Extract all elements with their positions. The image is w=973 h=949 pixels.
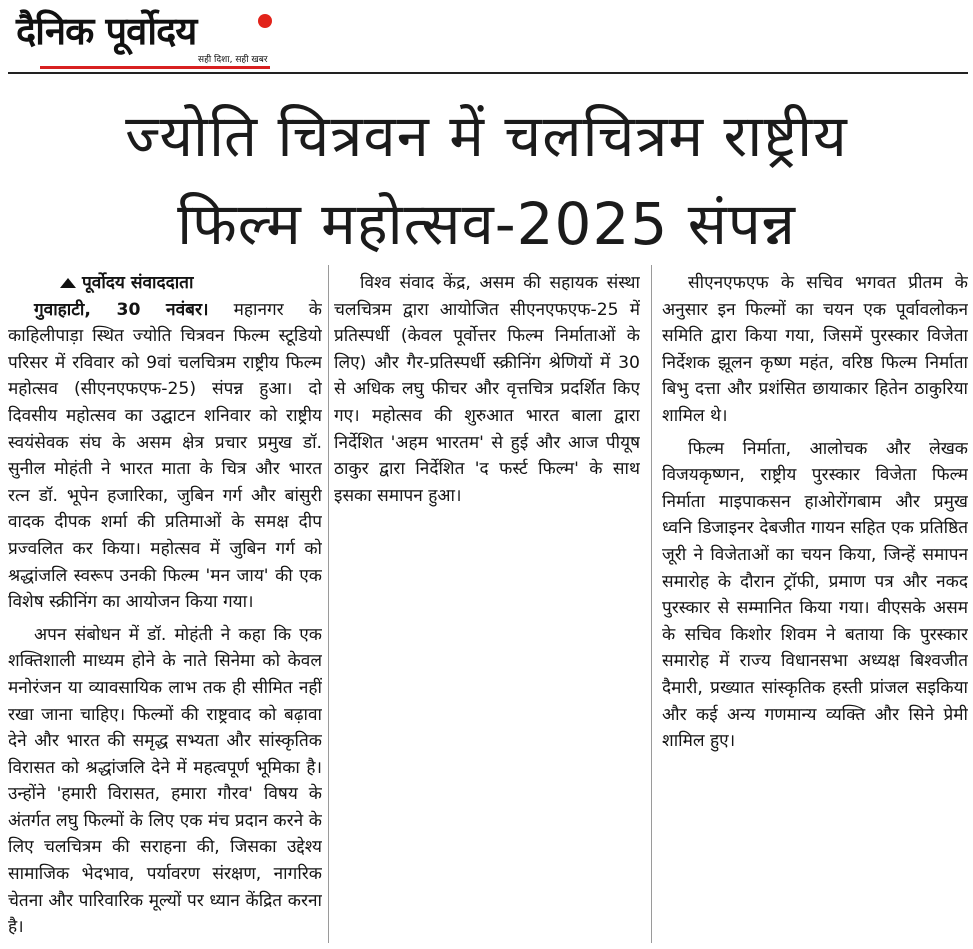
column-divider xyxy=(328,265,329,943)
newspaper-logo: दैनिक पूर्वोदय xyxy=(16,9,197,53)
paragraph-text: महानगर के काहिलीपाड़ा स्थित ज्योति चित्रवन फिल्म स्टूडियो परिसर में रविवार को 9वां चलचित्रम राष्ट्रीय फिल्म महोत्सव (सीएनएफएफ-25) संपन्न हुआ। दो दिवसीय महोत्सव का उद्घाटन शनिवार को राष्ट्रीय स्वयंसेवक संघ के असम क्षेत्र प्रचार प्रमुख डॉ. सुनील मोहंती ने भारत माता के चित्र और भारत रत्न डॉ. भूपेन हजारिका, जुबिन गर्ग और बांसुरी वादक दीपक शर्मा की प्रतिमाओं के समक्ष दीप प्रज्वलित कर किया। महोत्सव में जुबिन गर्ग को श्रद्धांजलि स्वरूप उनकी फिल्म 'मन जाय' की एक विशेष स्क्रीनिंग का आयोजन किया गया। xyxy=(8,299,322,613)
headline-line-1: ज्योति चित्रवन में चलचित्रम राष्ट्रीय xyxy=(125,102,848,170)
masthead-accent-line xyxy=(40,66,270,69)
byline-text: पूर्वोदय संवाददाता xyxy=(82,273,194,293)
masthead-rule xyxy=(8,72,968,74)
paragraph: सीएनएफएफ के सचिव भगवत प्रीतम के अनुसार इन फिल्मों का चयन एक पूर्वावलोकन समिति द्वारा किया गया, जिसमें पुरस्कार विजेता निर्देशक झूलन कृष्ण महंत, वरिष्ठ फिल्म निर्माता बिभु दत्ता और प्रशंसित छायाकार हितेन ठाकुरिया शामिल थे। xyxy=(662,273,968,426)
paragraph xyxy=(8,297,322,616)
triangle-icon xyxy=(60,278,76,288)
article-column-1 xyxy=(8,270,322,943)
byline xyxy=(60,270,322,297)
headline xyxy=(0,92,973,268)
column-divider xyxy=(651,265,652,943)
article-column-2 xyxy=(334,270,640,943)
paragraph: अपन संबोधन में डॉ. मोहंती ने कहा कि एक शक्तिशाली माध्यम होने के नाते सिनेमा को केवल मनोरंजन या व्यावसायिक लाभ तक ही सीमित नहीं रखा जाना चाहिए। फिल्मों की राष्ट्रवाद को बढ़ावा देने और भारत की समृद्ध सभ्यता और सांस्कृतिक विरासत को श्रद्धांजलि देने में महत्वपूर्ण भूमिका है। उन्होंने 'हमारी विरासत, हमारा गौरव' विषय के अंतर्गत लघु फिल्मों के लिए एक मंच प्रदान करने के लिए चलचित्रम की सराहना की, जिसका उद्देश्य सामाजिक भेदभाव, पर्यावरण संरक्षण, नागरिक चेतना और पारिवारिक मूल्यों पर ध्यान केंद्रित करना है। xyxy=(8,624,322,938)
article-column-3 xyxy=(662,270,968,943)
paragraph: फिल्म निर्माता, आलोचक और लेखक विजयकृष्णन, राष्ट्रीय पुरस्कार विजेता फिल्म निर्माता माइपाकसन हाओरोंगबाम और प्रमुख ध्वनि डिजाइनर देबजीत गायन सहित एक प्रतिष्ठित जूरी ने विजेताओं का चयन किया, जिन्हें समापन समारोह के दौरान ट्रॉफी, प्रमाण पत्र और नकद पुरस्कार से सम्मानित किया गया। वीएसके असम के सचिव किशोर शिवम ने बताया कि पुरस्कार समारोह में राज्य विधानसभा अध्यक्ष बिश्वजीत दैमारी, प्रख्यात सांस्कृतिक हस्ती प्रांजल सइकिया और कई अन्य गणमान्य व्यक्ति और सिने प्रेमी शामिल हुए। xyxy=(662,438,968,752)
masthead xyxy=(0,0,973,76)
paragraph: विश्व संवाद केंद्र, असम की सहायक संस्था चलचित्रम द्वारा आयोजित सीएनएफएफ-25 में प्रतिस्पर्धी (केवल पूर्वोत्तर फिल्म निर्माताओं के लिए) और गैर-प्रतिस्पर्धी स्क्रीनिंग श्रेणियों में 30 से अधिक लघु फीचर और वृत्तचित्र प्रदर्शित किए गए। महोत्सव की शुरुआत भारत बाला द्वारा निर्देशित 'अहम भारतम' से हुई और आज पीयूष ठाकुर द्वारा निर्देशित 'द फर्स्ट फिल्म' के साथ इसका समापन हुआ। xyxy=(334,273,640,506)
headline-line-2: फिल्म महोत्सव-2025 संपन्न xyxy=(177,190,796,258)
tagline: सही दिशा, सही खबर xyxy=(198,55,268,65)
dateline: गुवाहाटी, 30 नवंबर। xyxy=(34,299,209,320)
logo-sun-icon xyxy=(258,14,272,28)
